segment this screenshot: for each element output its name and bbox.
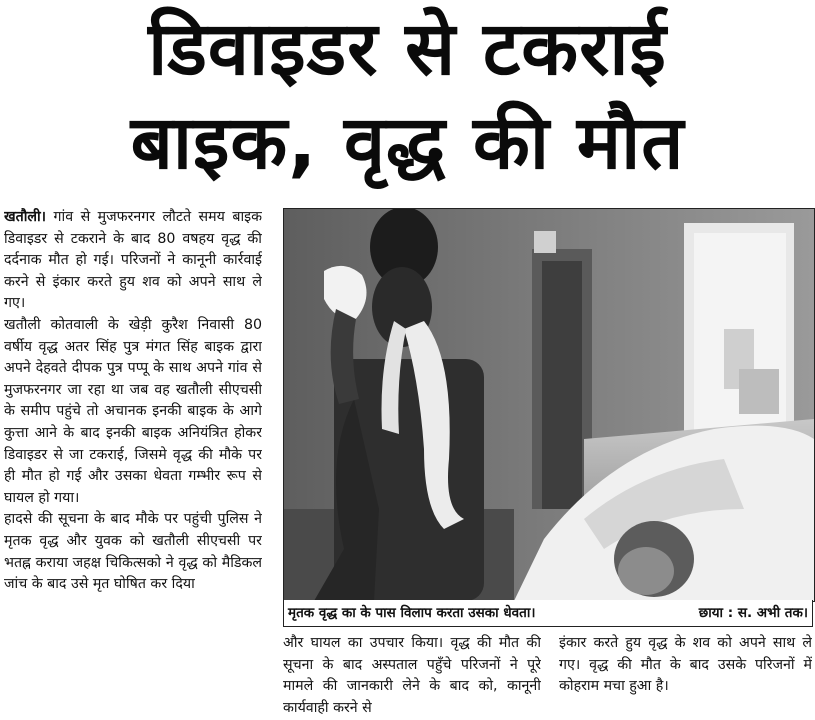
- photo-caption: मृतक वृद्ध का के पास विलाप करता उसका धेवता।: [288, 605, 536, 621]
- photo-caption-bar: [283, 600, 813, 627]
- headline-line-2: बाइक, वृद्ध की मौत: [130, 100, 685, 186]
- article-paragraph-3: हादसे की सूचना के बाद मौके पर पहुंची पुलिस ने मृतक वृद्ध और युवक को खतौली सीएचसी पर भतह्न कराया जहक्ष चिकित्सको ने वृद्ध को मैडिकल जांच के बाद उसे मृत घोषित कर दिया: [4, 511, 262, 593]
- article-paragraph-4: और घायल का उपचार किया। वृद्ध की मौत की सूचना के बाद अस्पताल पहुँचे परिजनों ने पूरे मामले की जानकारी लेने के बाद को, कानूनी कार्यवाही करने से: [283, 635, 541, 716]
- article-column-middle: [283, 633, 541, 720]
- photo-illustration: [284, 209, 814, 601]
- article-column-right: [559, 633, 812, 720]
- news-photo: [283, 208, 815, 602]
- article-paragraph-5: इंकार करते हुय वृद्ध के शव को अपने साथ ले गए। वृद्ध की मौत के बाद उसके परिजनों में कोहराम मचा हुआ है।: [559, 635, 812, 695]
- photo-credit: छाया : स. अभी तक।: [698, 605, 808, 621]
- headline-line-1: डिवाइडर से टकराई: [148, 6, 667, 92]
- article-paragraph-1: [4, 207, 262, 315]
- dateline: खतौली।: [4, 209, 47, 225]
- article-column-left: [4, 207, 262, 720]
- article-paragraph-1-text: गांव से मुजफरनगर लौटते समय बाइक डिवाइडर से टकराने के बाद 80 वषहय वृद्ध की दर्दनाक मौत हो गई। परिजनों ने कानूनी कार्रवाई करने से इंकार करते हुय शव को अपने साथ ले गए।: [4, 209, 262, 312]
- article-paragraph-2: खतौली कोतवाली के खेड़ी कुरैश निवासी 80 वर्षीय वृद्ध अतर सिंह पुत्र मंगत सिंह बाइक द्वारा अपने देहवते दीपक पुत्र पप्पू के साथ अपने गांव से मुजफरनगर जा रहा था जब वह खतौली सीएचसी के समीप पहुंचे तो अचानक इनकी बाइक के आगे कुत्ता आने के बाद इनकी बाइक अनियंत्रित होकर डिवाइडर से जा टकराई, जिसमे वृद्ध की मौके पर ही मौत हो गई और उसका धेवता गम्भीर रूप से घायल हो गया।: [4, 316, 262, 506]
